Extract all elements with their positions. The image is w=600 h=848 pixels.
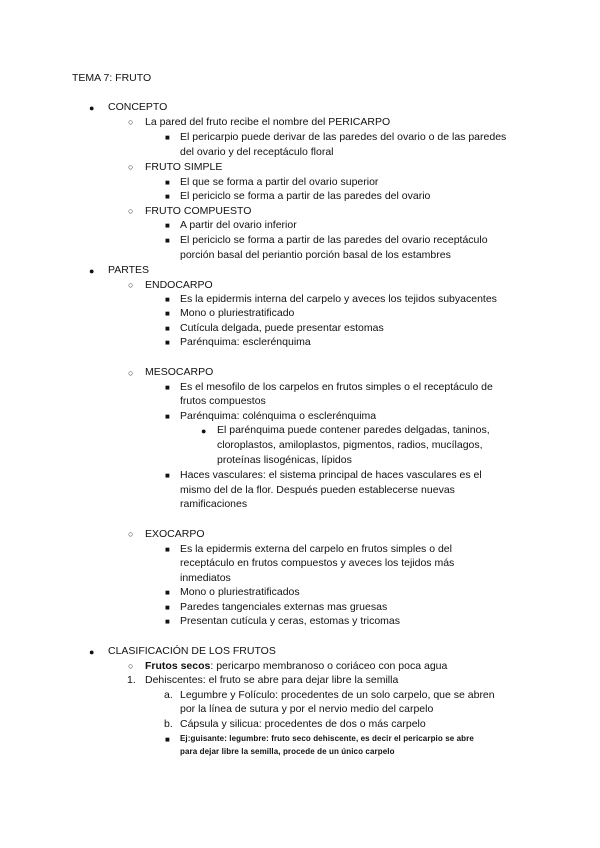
list-item: Cutícula delgada, puede presentar estomas — [180, 322, 384, 334]
bullet-square: ■ — [165, 192, 170, 201]
list-item: Presentan cutícula y ceras, estomas y tricomas — [180, 615, 401, 627]
list-item: Cápsula y silicua: procedentes de dos o más carpelo — [180, 718, 426, 730]
list-letter: a. — [164, 689, 173, 701]
bullet-square: ■ — [165, 617, 170, 626]
bullet-square: ■ — [165, 178, 170, 187]
bullet-square: ■ — [165, 383, 170, 392]
list-item: Haces vasculares: el sistema principal de haces vasculares es el — [180, 469, 482, 481]
bullet-circle: ○ — [128, 529, 134, 539]
list-item: Es el mesofilo de los carpelos en frutos simples o el receptáculo de — [180, 381, 493, 393]
list-item: El que se forma a partir del ovario superior — [180, 176, 379, 188]
heading-exocarpo: EXOCARPO — [145, 528, 205, 540]
list-item: El periciclo se forma a partir de las paredes del ovario receptáculo — [180, 234, 488, 246]
bullet-circle: ○ — [128, 368, 134, 378]
bullet-square: ■ — [165, 412, 170, 421]
list-item-cont: proteínas lisogénicas, lípidos — [217, 454, 352, 466]
list-item-cont: mismo del de la flor. Después pueden establecerse nuevas — [180, 484, 455, 496]
list-item-cont: ramificaciones — [180, 498, 248, 510]
example-note: Ej:guisante: legumbre: fruto seco dehiscente, es decir el pericarpio se abre — [180, 734, 474, 743]
bullet-square: ■ — [165, 324, 170, 333]
bullet-square: ■ — [165, 221, 170, 230]
list-item-cont: del ovario y del receptáculo floral — [180, 146, 334, 158]
concepto-definition: La pared del fruto recibe el nombre del PERICARPO — [145, 116, 391, 128]
heading-concepto: CONCEPTO — [108, 101, 168, 113]
list-item-cont: por la línea de sutura y por el nervio medio del carpelo — [180, 703, 434, 715]
heading-fruto-compuesto: FRUTO COMPUESTO — [145, 205, 252, 217]
list-item: Parénquima: colénquima o esclerénquima — [180, 410, 377, 422]
list-letter: b. — [164, 718, 173, 730]
bullet-disc: ● — [89, 647, 95, 657]
frutos-secos-line — [145, 659, 447, 673]
frutos-secos-label: Frutos secos — [145, 660, 211, 672]
bullet-circle: ○ — [128, 280, 134, 290]
bullet-circle: ○ — [128, 206, 134, 216]
dehiscentes-text: Dehiscentes: el fruto se abre para dejar libre la semilla — [145, 674, 399, 686]
bullet-circle: ○ — [128, 162, 134, 172]
bullet-disc: ● — [89, 103, 95, 113]
heading-partes: PARTES — [108, 264, 150, 276]
bullet-square: ■ — [165, 338, 170, 347]
list-item: A partir del ovario inferior — [180, 219, 297, 231]
list-item: El parénquima puede contener paredes delgadas, taninos, — [217, 424, 490, 436]
list-item: Paredes tangenciales externas mas gruesas — [180, 601, 388, 613]
bullet-circle: ○ — [128, 661, 134, 671]
bullet-disc: ● — [201, 426, 207, 436]
bullet-circle: ○ — [128, 117, 134, 127]
list-item: Legumbre y Folículo: procedentes de un solo carpelo, que se abren — [180, 689, 495, 701]
list-item-cont: receptáculo en frutos compuestos y aveces los tejidos más — [180, 557, 455, 569]
list-item: Es la epidermis externa del carpelo en frutos simples o del — [180, 543, 452, 555]
frutos-secos-text: : pericarpo membranoso o coriáceo con poca agua — [210, 660, 448, 672]
bullet-square: ■ — [165, 236, 170, 245]
list-item-cont: frutos compuestos — [180, 395, 266, 407]
list-item-cont: cloroplastos, amiloplastos, pigmentos, radios, mucílagos, — [217, 439, 483, 451]
bullet-square: ■ — [165, 603, 170, 612]
example-note-cont: para dejar libre la semilla, procede de un único carpelo — [180, 747, 395, 756]
heading-clasificacion: CLASIFICACIÓN DE LOS FRUTOS — [108, 645, 276, 657]
bullet-square: ■ — [165, 471, 170, 480]
list-item: Mono o pluriestratificados — [180, 586, 300, 598]
bullet-square: ■ — [165, 133, 170, 142]
list-item: Es la epidermis interna del carpelo y aveces los tejidos subyacentes — [180, 293, 497, 305]
page-title: TEMA 7: FRUTO — [72, 72, 152, 84]
list-item: Parénquima: esclerénquima — [180, 336, 311, 348]
list-item: Mono o pluriestratificado — [180, 307, 295, 319]
bullet-square: ■ — [165, 309, 170, 318]
bullet-square: ■ — [165, 735, 170, 744]
list-item: El pericarpio puede derivar de las paredes del ovario o de las paredes — [180, 131, 507, 143]
bullet-square: ■ — [165, 588, 170, 597]
list-item: El periciclo se forma a partir de las paredes del ovario — [180, 190, 431, 202]
heading-fruto-simple: FRUTO SIMPLE — [145, 161, 223, 173]
bullet-square: ■ — [165, 545, 170, 554]
list-number: 1. — [127, 674, 136, 686]
bullet-disc: ● — [89, 266, 95, 276]
heading-endocarpo: ENDOCARPO — [145, 279, 213, 291]
bullet-square: ■ — [165, 295, 170, 304]
list-item-cont: inmediatos — [180, 572, 231, 584]
list-item-cont: porción basal del periantio porción basal de los estambres — [180, 249, 451, 261]
heading-mesocarpo: MESOCARPO — [145, 366, 214, 378]
